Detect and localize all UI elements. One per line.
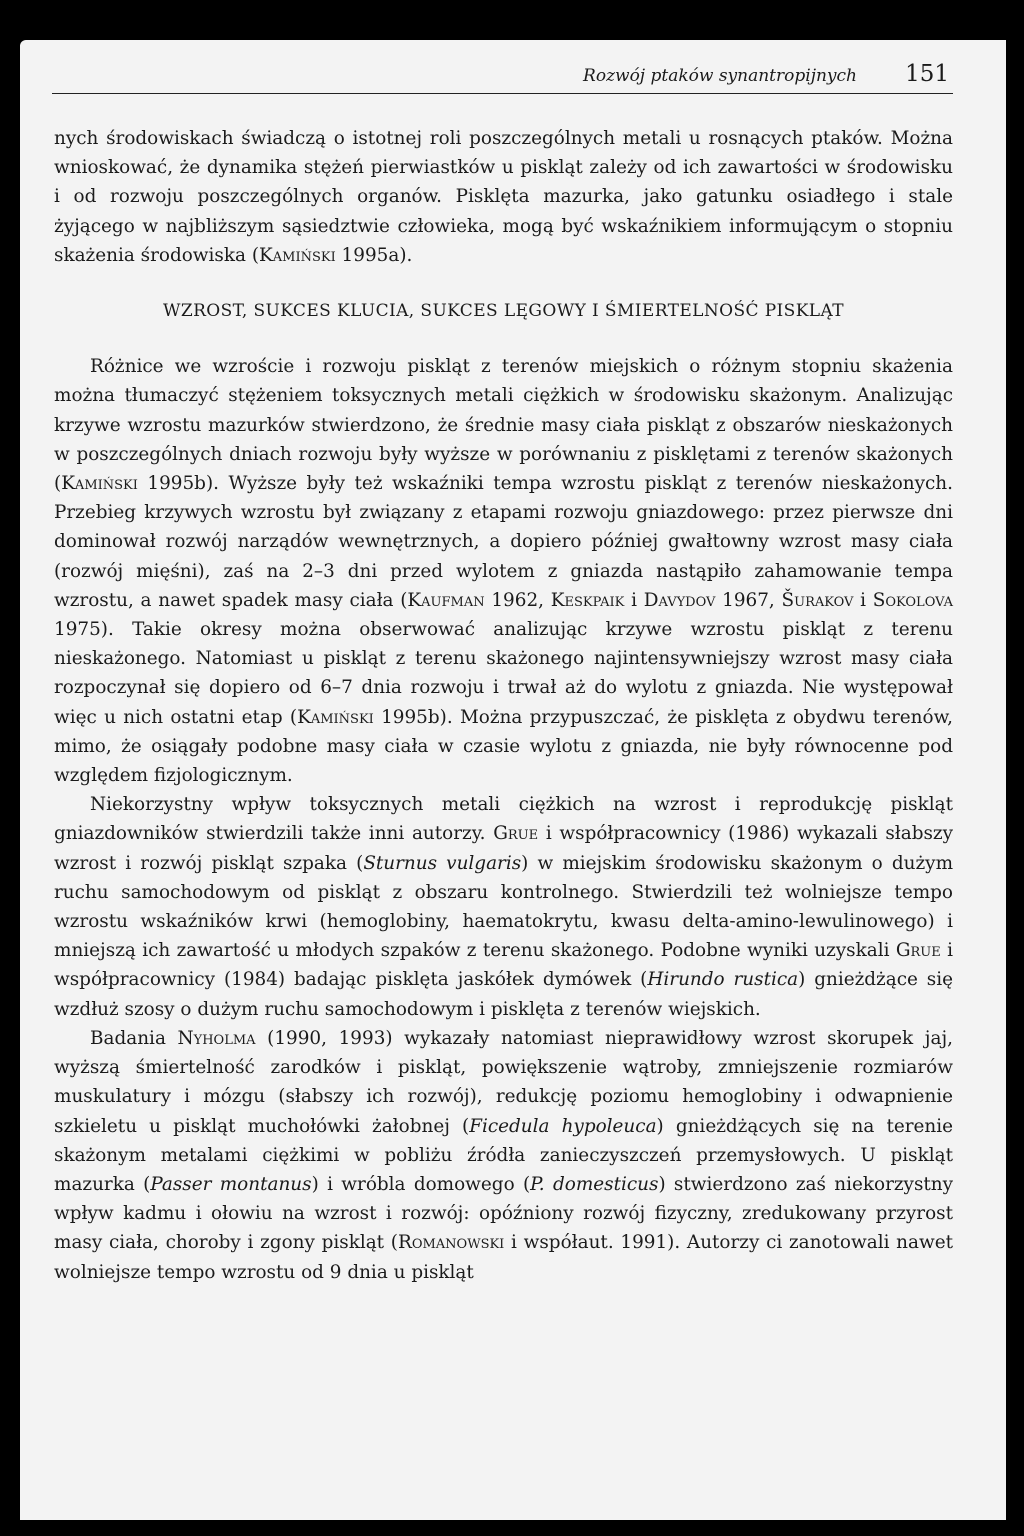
text-run: 1975). Takie okresy można obserwować analizując krzywe wzrostu piskląt z terenu nieskażonego. Natomiast u piskląt z terenu skażonego najintensywniejszy wzrost masy ciała rozpoczynał się dopiero od 6–7 dnia rozwoju i trwał aż do wylotu z gniazda. Nie występował więc u nich ostatni etap ( (54, 619, 953, 728)
author-citation: Keskpaik (550, 589, 625, 611)
species-name: Sturnus vulgaris (363, 852, 522, 874)
author-citation: Nyholma (177, 1027, 256, 1049)
author-citation: Kamiński (61, 473, 138, 495)
text-run: ) w miejskim środowisku skażonym o dużym ruchu samochodowym od piskląt z obszaru kontrolnego. Stwierdzili też wolniejsze tempo wzrostu wskaźników krwi (hemoglobiny, haematokrytu, kwasu delta-amino-lewulinowego) i mniejszą ich zawartość u młodych szpaków z terenu skażonego. Podobne wyniki uzyskali (54, 852, 954, 962)
text-run: (1990, 1993) wykazały natomiast nieprawidłowy wzrost skorupek jaj, wyższą śmiertelność zarodków i piskląt, powiększenie wątroby, zmniejszenie rozmiarów muskulatury i mózgu (słabszy ich rozwój), redukcję poziomu hemoglobiny i odwapnienie szkieletu u piskląt muchołówki żałobnej ( (54, 1027, 953, 1137)
species-name: P. domesticus (530, 1173, 659, 1195)
text-run: i (853, 589, 873, 611)
text-run: 1967, (715, 589, 782, 611)
paragraph-2 (54, 352, 953, 790)
author-citation: Grue (493, 823, 539, 845)
author-citation: Romanowski (397, 1232, 505, 1254)
text-run: i współaut. 1991). Autorzy ci zanotowali nawet wolniejsze tempo wzrostu od 9 dnia u piskląt (54, 1232, 954, 1283)
species-name: Passer montanus (150, 1173, 312, 1195)
page-number: 151 (905, 61, 949, 87)
text-run: 1962, (484, 589, 551, 611)
page-header (52, 63, 953, 94)
species-name: Hirundo rustica (647, 969, 799, 991)
text-run: 1995b). Wyższe były też wskaźniki tempa wzrostu piskląt z terenów nieskażonych. Przebieg krzywych wzrostu był związany z etapami rozwoju gniazdowego: przez pierwsze dni dominował rozwój narządów wewnętrznych, a dopiero później gwałtowny wzrost masy ciała (rozwój mięśni), zaś na 2–3 dni przed wylotem z gniazda nastąpiło zahamowanie tempa wzrostu, a nawet spadek masy ciała ( (54, 473, 953, 611)
author-citation: Grue (895, 940, 941, 962)
species-name: Ficedula hypoleuca (469, 1115, 657, 1137)
author-citation: Davydov (643, 589, 716, 611)
text-run: ) stwierdzono zaś niekorzystny wpływ kadmu i ołowiu na wzrost i rozwój: opóźniony rozwój fizyczny, zredukowany przyrost masy ciała, choroby i zgony piskląt ( (54, 1173, 954, 1254)
author-citation: Kaufman (407, 589, 485, 611)
author-citation: Šurakov (781, 589, 854, 611)
section-heading: WZROST, SUKCES KLUCIA, SUKCES LĘGOWY I ŚMIERTELNOŚĆ PISKLĄT (163, 301, 844, 322)
text-run: nych środowiskach świadczą o istotnej roli poszczególnych metali u rosnących ptaków. Można wnioskować, że dynamika stężeń pierwiastków u piskląt zależy od ich zawartości w środowisku i od rozwoju poszczególnych organów. Pisklęta mazurka, jako gatunku osiadłego i stale żyjącego w najbliższym sąsiedztwie człowieka, mogą być wskaźnikiem informującym o stopniu skażenia środowiska ( (54, 128, 953, 266)
text-run: Badania (90, 1027, 178, 1049)
page-body (54, 124, 953, 1287)
text-run: i współpracownicy (1986) wykazali słabszy wzrost i rozwój piskląt szpaka ( (54, 823, 954, 874)
text-run: ) gnieżdżące się wzdłuż szosy o dużym ruchu samochodowym i pisklęta z terenów wiejskich. (54, 969, 953, 1020)
paragraph-1 (54, 124, 953, 270)
text-run: ) i wróbla domowego ( (311, 1173, 531, 1195)
author-citation: Kamiński (297, 706, 374, 728)
text-run: i (624, 589, 644, 611)
author-citation: Kamiński (259, 244, 336, 266)
paragraph-3 (54, 790, 953, 1024)
text-run: Niekorzystny wpływ toksycznych metali ciężkich na wzrost i reprodukcję piskląt gniazdowników stwierdzili także inni autorzy. (54, 794, 953, 845)
author-citation: Sokolova (872, 589, 954, 611)
text-run: i współpracownicy (1984) badając pisklęta jaskółek dymówek ( (54, 940, 953, 991)
text-run: 1995a). (335, 244, 413, 266)
text-run: Różnice we wzroście i rozwoju piskląt z terenów miejskich o różnym stopniu skażenia można tłumaczyć stężeniem toksycznych metali ciężkich w środowisku skażonym. Analizując krzywe wzrostu mazurków stwierdzono, że średnie masy ciała piskląt z obszarów nieskażonych w poszczególnych dniach rozwoju były wyższe w porównaniu z pisklętami z terenów skażonych ( (54, 356, 953, 495)
running-title: Rozwój ptaków synantropijnych (583, 66, 857, 86)
paragraph-4 (54, 1024, 953, 1287)
text-run: 1995b). Można przypuszczać, że pisklęta z obydwu terenów, mimo, że osiągały podobne masy ciała w czasie wylotu z gniazda, nie były równocenne pod względem fizjologicznym. (54, 706, 953, 787)
text-run: ) gnieżdżących się na terenie skażonym metalami ciężkimi w pobliżu źródła zanieczyszczeń przemysłowych. U piskląt mazurka ( (54, 1115, 954, 1195)
